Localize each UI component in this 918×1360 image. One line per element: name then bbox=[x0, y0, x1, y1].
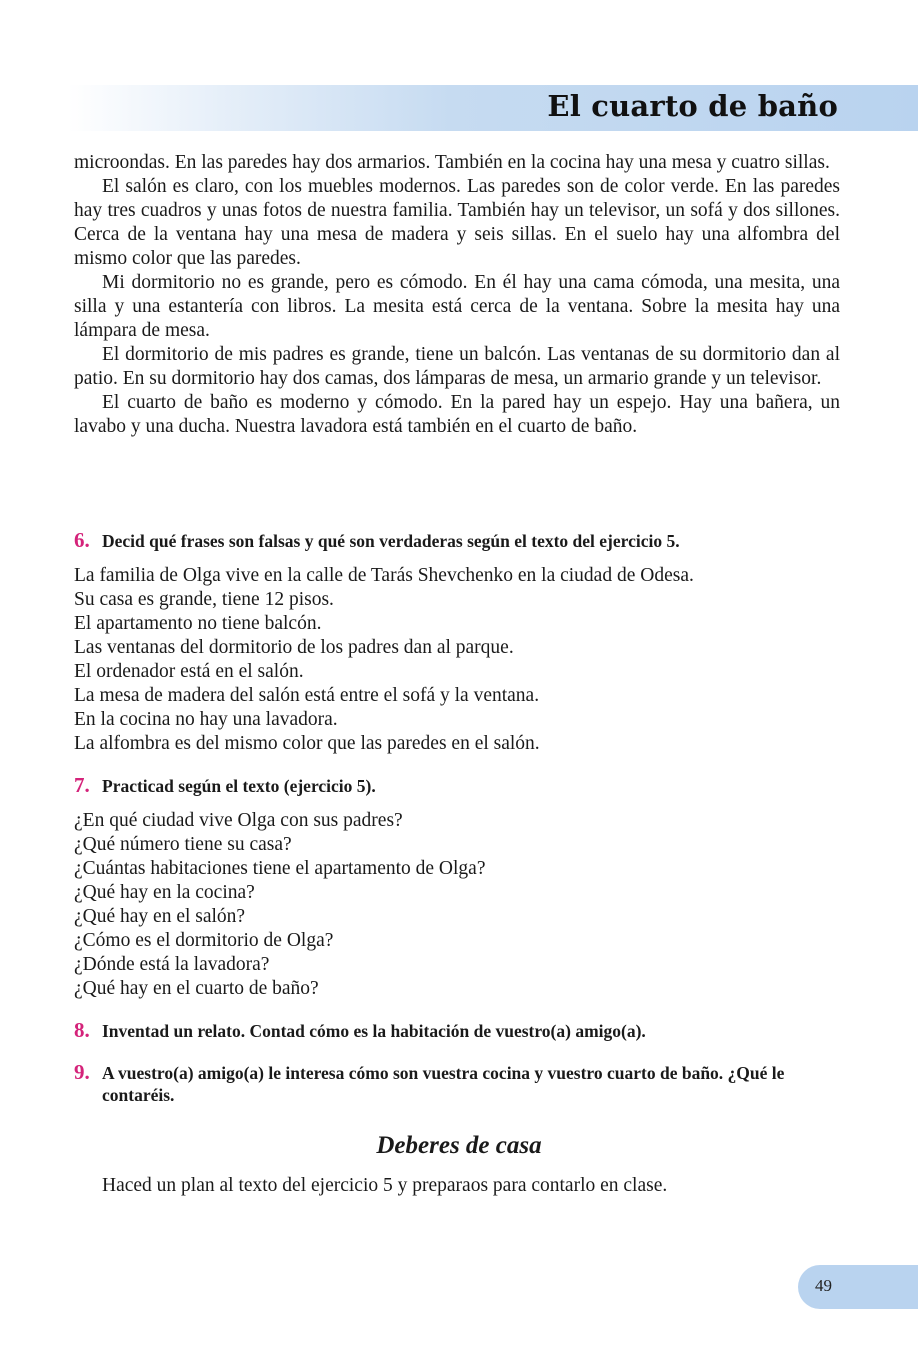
list-item: El ordenador está en el salón. bbox=[74, 661, 304, 682]
exercise-7 bbox=[74, 775, 840, 797]
homework-title: Deberes de casa bbox=[376, 1132, 542, 1159]
exercise-instruction: Practicad según el texto (ejercicio 5). bbox=[102, 776, 376, 796]
exercise-instruction: Inventad un relato. Contad cómo es la habitación de vuestro(a) amigo(a). bbox=[102, 1021, 646, 1041]
paragraph: El cuarto de baño es moderno y cómodo. En la pared hay un espejo. Hay una bañera, un lavabo y una ducha. Nuestra lavadora está también en el cuarto de baño. bbox=[74, 392, 840, 437]
paragraph: El salón es claro, con los muebles modernos. Las paredes son de color verde. En las paredes hay tres cuadros y unas fotos de nuestra familia. También hay un televisor, un sofá y dos sillones. Cerca de la ventana hay una mesa de madera y seis sillas. En el suelo hay una alfombra del mismo color que las paredes. bbox=[74, 176, 840, 269]
list-item: ¿Dónde está la lavadora? bbox=[74, 954, 270, 975]
list-item: ¿Cuántas habitaciones tiene el apartamento de Olga? bbox=[74, 858, 486, 879]
exercise-8 bbox=[74, 1020, 840, 1042]
list-item: ¿Qué número tiene su casa? bbox=[74, 834, 292, 855]
exercise-9 bbox=[74, 1062, 840, 1106]
list-item: En la cocina no hay una lavadora. bbox=[74, 709, 338, 730]
list-item: ¿En qué ciudad vive Olga con sus padres? bbox=[74, 810, 403, 831]
statements-list bbox=[74, 564, 840, 756]
exercise-instruction: A vuestro(a) amigo(a) le interesa cómo son vuestra cocina y vuestro cuarto de baño. ¿Qué le contaréis. bbox=[102, 1063, 785, 1105]
page-number: 49 bbox=[815, 1276, 832, 1295]
page-title: El cuarto de baño bbox=[547, 89, 838, 123]
exercise-number: 9. bbox=[74, 1060, 90, 1084]
homework-text: Haced un plan al texto del ejercicio 5 y preparaos para contarlo en clase. bbox=[102, 1175, 668, 1196]
paragraph: El dormitorio de mis padres es grande, tiene un balcón. Las ventanas de su dormitorio dan al patio. En su dormitorio hay dos camas, dos lámparas de mesa, un armario grande y un televisor. bbox=[74, 344, 840, 389]
list-item: ¿Qué hay en el cuarto de baño? bbox=[74, 978, 319, 999]
list-item: El apartamento no tiene balcón. bbox=[74, 613, 322, 634]
list-item: ¿Qué hay en la cocina? bbox=[74, 882, 255, 903]
reading-text bbox=[74, 151, 840, 439]
list-item: ¿Qué hay en el salón? bbox=[74, 906, 246, 927]
exercise-number: 6. bbox=[74, 528, 90, 552]
list-item: Las ventanas del dormitorio de los padres dan al parque. bbox=[74, 637, 514, 658]
list-item: ¿Cómo es el dormitorio de Olga? bbox=[74, 930, 334, 951]
exercise-instruction: Decid qué frases son falsas y qué son verdaderas según el texto del ejercicio 5. bbox=[102, 531, 680, 551]
list-item: La alfombra es del mismo color que las paredes en el salón. bbox=[74, 733, 540, 754]
list-item: La familia de Olga vive en la calle de Tarás Shevchenko en la ciudad de Odesa. bbox=[74, 565, 694, 586]
paragraph: Mi dormitorio no es grande, pero es cómodo. En él hay una cama cómoda, una mesita, una silla y una estantería con libros. La mesita está cerca de la ventana. Sobre la mesita hay una lámpara de mesa. bbox=[74, 272, 840, 341]
exercise-number: 8. bbox=[74, 1018, 90, 1042]
list-item: Su casa es grande, tiene 12 pisos. bbox=[74, 589, 334, 610]
exercise-number: 7. bbox=[74, 773, 90, 797]
list-item: La mesa de madera del salón está entre el sofá y la ventana. bbox=[74, 685, 540, 706]
questions-list bbox=[74, 809, 840, 1001]
exercise-6 bbox=[74, 530, 840, 552]
paragraph: microondas. En las paredes hay dos armarios. También en la cocina hay una mesa y cuatro sillas. bbox=[74, 152, 830, 173]
